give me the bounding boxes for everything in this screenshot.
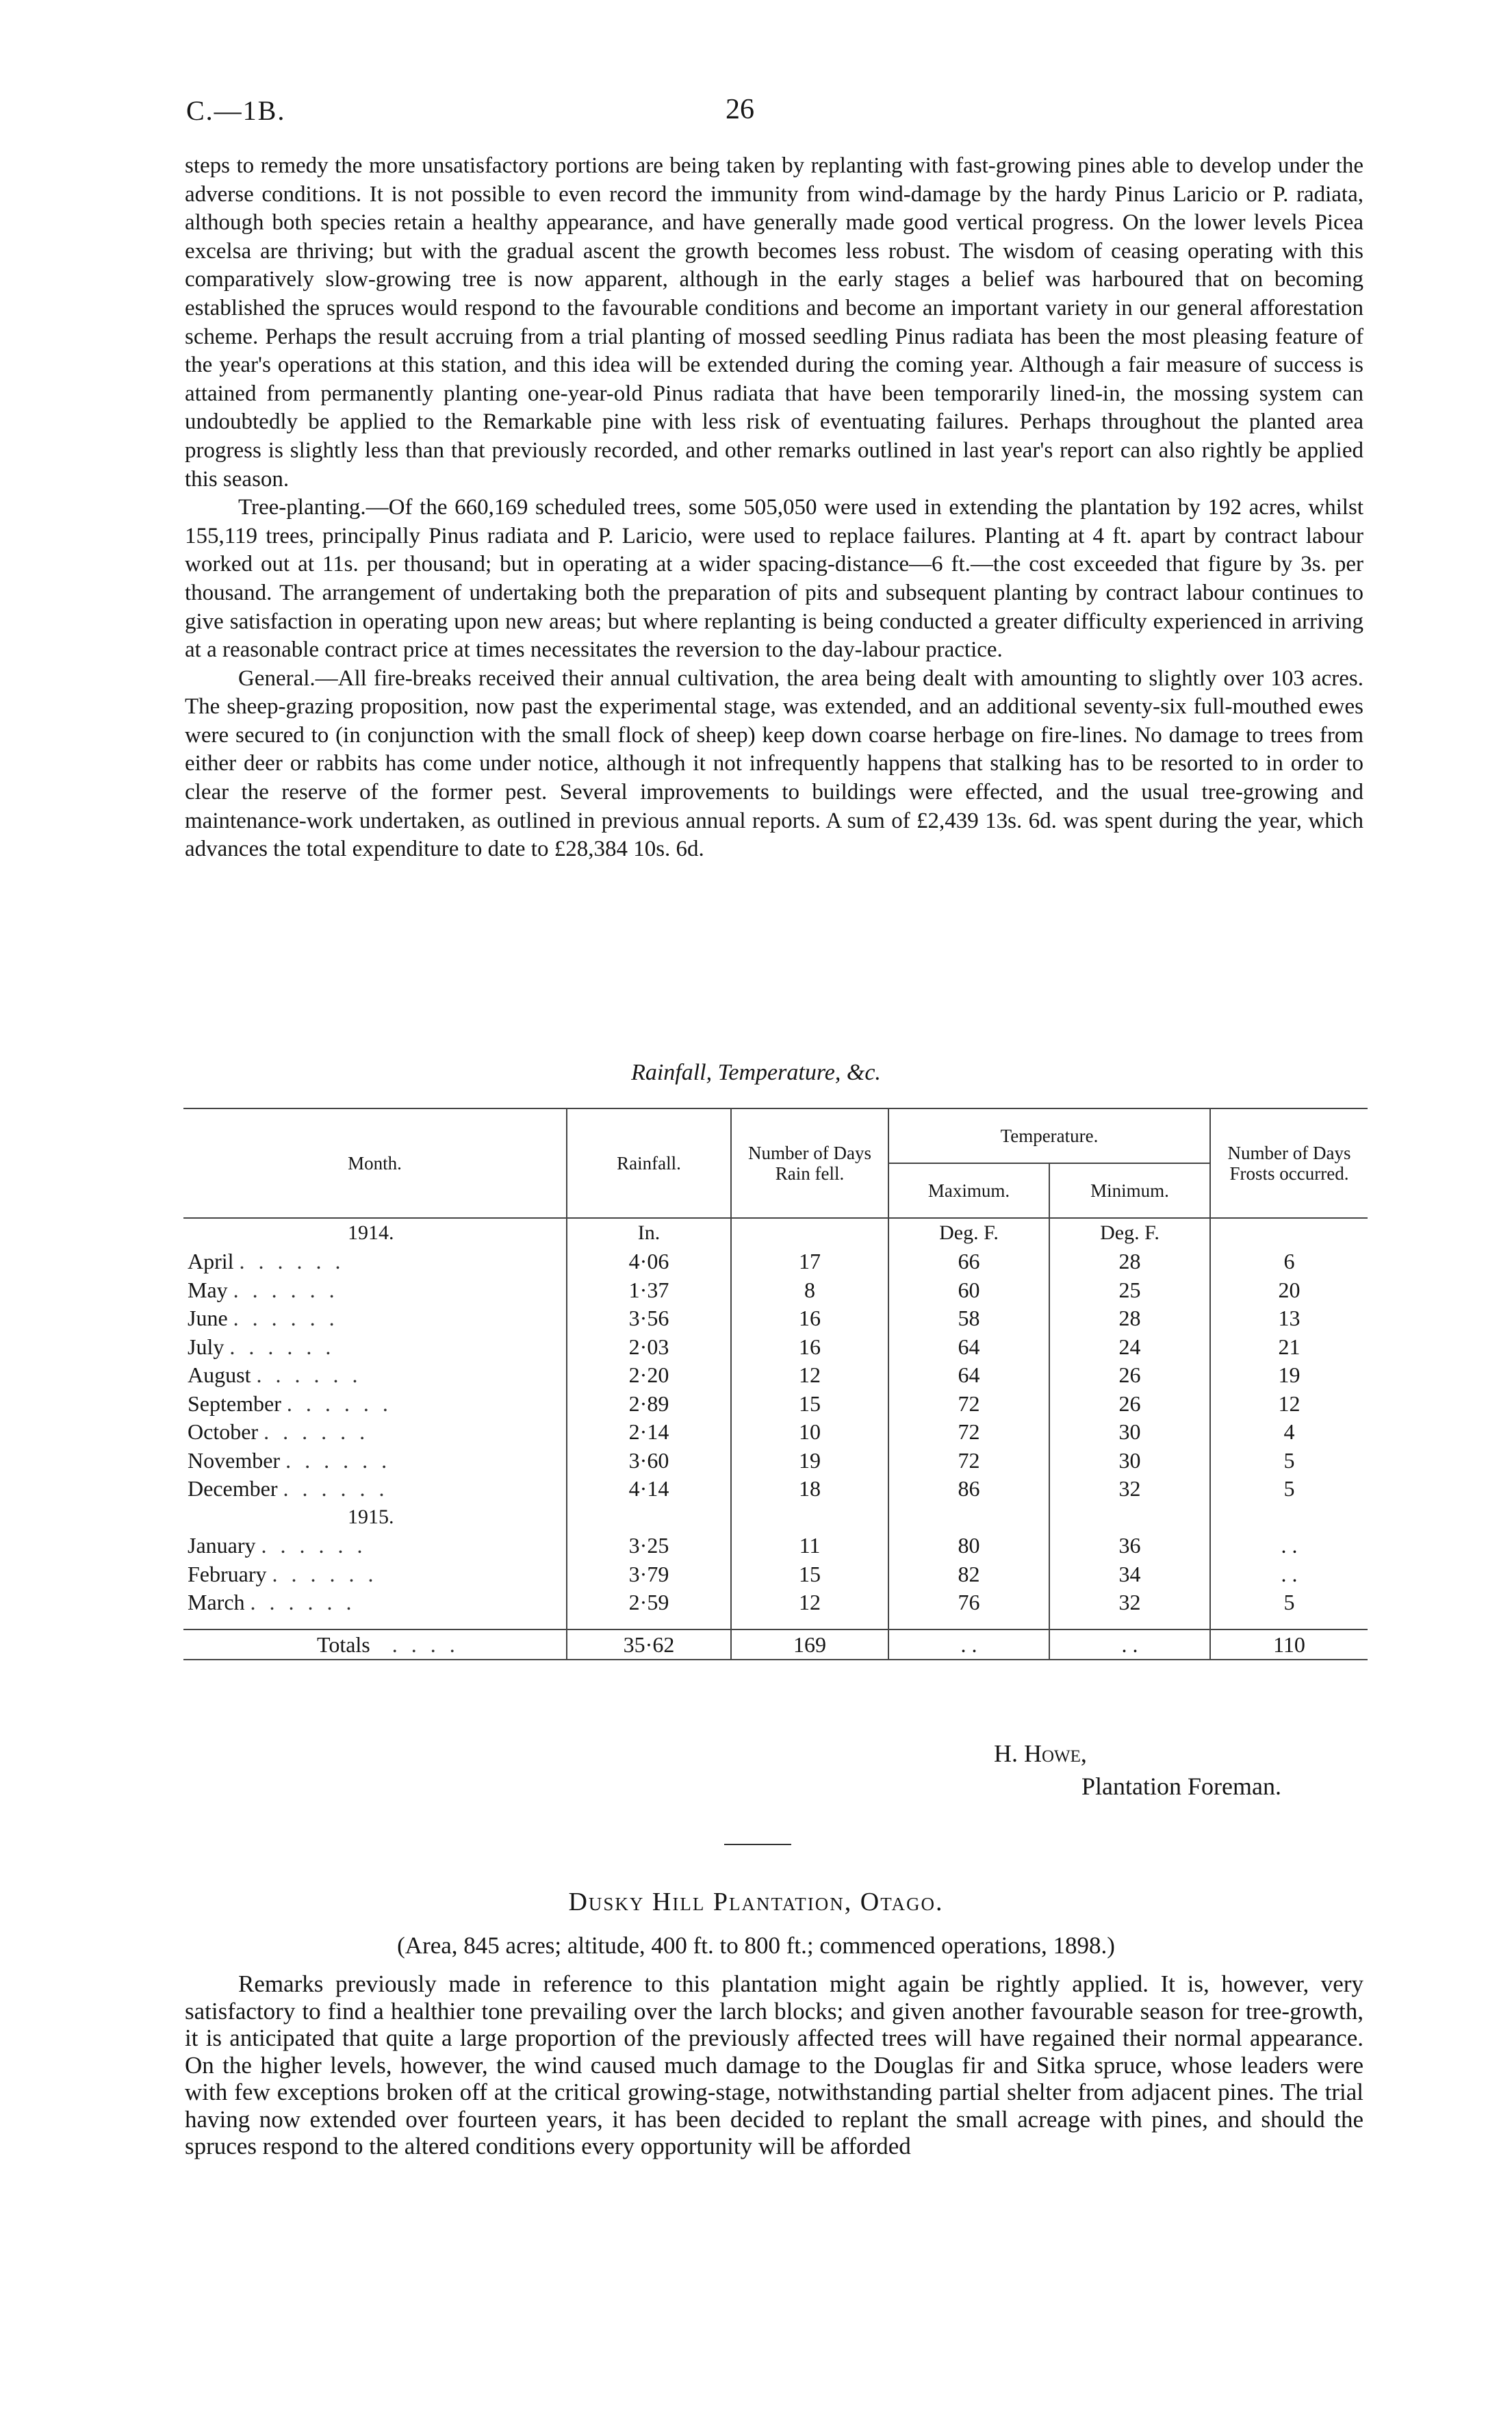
rainfall-cell: 1·37 [567,1276,731,1304]
max-cell: 64 [888,1332,1049,1361]
days-cell: 10 [731,1418,888,1447]
rainfall-cell: 2·14 [567,1418,731,1447]
rainfall-cell: 2·03 [567,1332,731,1361]
min-cell: 24 [1049,1332,1210,1361]
table-row [183,1332,1368,1361]
header-minimum: Minimum. [1049,1163,1210,1218]
min-cell: 25 [1049,1276,1210,1304]
section-subtitle: (Area, 845 acres; altitude, 400 ft. to 800 ft.; commenced operations, 1898.) [397,1932,1115,1959]
min-cell: 34 [1049,1560,1210,1588]
month-cell: September . . . . . . [188,1391,392,1416]
days-cell: 12 [731,1361,888,1390]
month-cell: May . . . . . . [188,1277,339,1302]
max-cell: 58 [888,1304,1049,1333]
min-cell: 32 [1049,1475,1210,1504]
paragraph-tree-planting: Tree-planting.—Of the 660,169 scheduled trees, some 505,050 were used in extending the plantation by 192 acres, whilst 155,119 trees, principally Pinus radiata and P. Laricio, were used to replace failures. Planting at 4 ft. apart by contract labour worked out at 11s. per thousand; but in operating at a wider spacing-distance—6 ft.—the cost exceeded that figure by 3s. per thousand. The arrangement of undertaking both the preparation of pits and subsequent planting by contract labour continues to give satisfaction in operating upon new areas; but where replanting is being conducted a greater difficulty experienced in arriving at a reasonable contract price at times necessitates the reversion to the day-labour practice. [185,495,1363,663]
max-cell: 86 [888,1475,1049,1504]
frosts-cell: 5 [1210,1475,1368,1504]
rainfall-cell: 2·20 [567,1361,731,1390]
paragraph-dusky-hill: Remarks previously made in reference to this plantation might again be rightly applied. It is, however, very satisfactory to find a healthier tone prevailing over the larch blocks; and given another favourable season for tree-growth, it is anticipated that quite a large proportion of the previously affected trees will have regained their normal appearance. On the higher levels, however, the wind caused much damage to the Douglas fir and Sitka spruce, whose leaders were with few exceptions broken off at the critical growing-stage, notwithstanding partial shelter from adjacent pines. The trial having now extended over fourteen years, it has been decided to replant the small acreage with pines, and should the spruces respond to the altered conditions every opportunity will be afforded [185,1970,1363,2159]
month-cell: February . . . . . . [188,1561,378,1586]
paragraph-general: General.—All fire-breaks received their annual cultivation, the area being dealt with amounting to slightly over 103 acres. The sheep-grazing proposition, now past the experimental stage, was extended, and an additional seventy-six full-mouthed ewes were secured to (in conjunction with the small flock of sheep) keep down coarse herbage on fire-lines. No damage to trees from either deer or rabbits has come under notice, although it not infrequently happens that stalking has to be resorted to in order to clear the reserve of the former pest. Several improvements to buildings were effected, and the usual tree-growing and maintenance-work undertaken, as outlined in previous annual reports. A sum of £2,439 13s. 6d. was spent during the year, which advances the total expenditure to date to £28,384 10s. 6d. [185,665,1363,862]
paragraph-continuation: steps to remedy the more unsatisfactory portions are being taken by replanting with fast-growing pines able to develop under the adverse conditions. It is not possible to even record the immunity from wind-damage by the hardy Pinus Laricio or P. radiata, although both species retain a healthy appearance, and have generally made good vertical progress. On the lower levels Picea excelsa are thriving; but with the gradual ascent the growth becomes less robust. The wisdom of ceasing operating with this comparatively slow-growing tree is now apparent, although in the early stages a belief was harboured that on becoming established the spruces would respond to the favourable conditions and become an important variety in our general afforestation scheme. Perhaps the result accruing from a trial planting of mossed seedling Pinus radiata has been the most pleasing feature of the year's operations at this station, and this idea will be extended during the coming year. Although a fair measure of success is attained from permanently planting one-year-old Pinus radiata that have been temporarily lined-in, the mossing system can undoubtedly be applied to the Remarkable pine with less risk of eventuating failures. Perhaps throughout the planted area progress is slightly less than that previously recorded, and other remarks outlined in last year's report can also rightly be applied this season. [185,153,1363,492]
min-cell: 28 [1049,1304,1210,1333]
frosts-cell: 13 [1210,1304,1368,1333]
table-row [183,1532,1368,1560]
frosts-cell: 20 [1210,1276,1368,1304]
rainfall-cell: 4·14 [567,1475,731,1504]
rainfall-cell: 3·60 [567,1446,731,1475]
section-divider [724,1844,791,1845]
days-cell: 17 [731,1247,888,1276]
max-cell: 80 [888,1532,1049,1560]
days-cell: 8 [731,1276,888,1304]
min-cell: 32 [1049,1588,1210,1630]
month-cell: June . . . . . . [188,1306,339,1331]
max-cell: 72 [888,1389,1049,1418]
frosts-cell: 21 [1210,1332,1368,1361]
totals-min: . . [1049,1629,1210,1660]
section-body [185,1970,1363,2160]
totals-days: 169 [731,1629,888,1660]
header-rainfall: Rainfall. [567,1108,731,1218]
header-maximum: Maximum. [888,1163,1049,1218]
signature-name: H. Howe, [994,1740,1087,1767]
section-title: Dusky Hill Plantation, Otago. [568,1888,944,1916]
unit-row [183,1218,1368,1247]
totals-rainfall: 35·62 [567,1629,731,1660]
month-cell: April . . . . . . [188,1249,345,1274]
totals-row [183,1629,1368,1660]
frosts-cell: 5 [1210,1588,1368,1630]
frosts-cell: 19 [1210,1361,1368,1390]
days-cell: 15 [731,1389,888,1418]
header-month: Month. [183,1108,567,1218]
days-cell: 16 [731,1332,888,1361]
month-cell: August . . . . . . [188,1362,362,1388]
signature-title: Plantation Foreman. [1081,1773,1281,1800]
max-cell: 66 [888,1247,1049,1276]
frosts-cell: . . [1210,1560,1368,1588]
header-frosts: Number of Days Frosts occurred. [1210,1108,1368,1218]
page-number: 26 [726,94,754,125]
table-row [183,1361,1368,1390]
frosts-cell: 5 [1210,1446,1368,1475]
max-cell: 82 [888,1560,1049,1588]
rainfall-cell: 3·79 [567,1560,731,1588]
days-cell: 11 [731,1532,888,1560]
max-cell: 72 [888,1446,1049,1475]
table-row [183,1446,1368,1475]
table-row [183,1560,1368,1588]
max-cell: 60 [888,1276,1049,1304]
min-cell: 28 [1049,1247,1210,1276]
totals-label: Totals . . . . [183,1629,567,1660]
max-cell: 76 [888,1588,1049,1630]
rainfall-cell: 2·59 [567,1588,731,1630]
totals-max: . . [888,1629,1049,1660]
frosts-cell: 12 [1210,1389,1368,1418]
month-cell: January . . . . . . [188,1533,367,1558]
min-cell: 26 [1049,1389,1210,1418]
max-cell: 72 [888,1418,1049,1447]
max-cell: 64 [888,1361,1049,1390]
year-label: 1914. [348,1221,394,1244]
min-cell: 36 [1049,1532,1210,1560]
frosts-cell: . . [1210,1532,1368,1560]
table-row [183,1588,1368,1630]
table-row [183,1418,1368,1447]
month-cell: December . . . . . . [188,1476,389,1501]
min-cell: 26 [1049,1361,1210,1390]
days-cell: 18 [731,1475,888,1504]
days-cell: 15 [731,1560,888,1588]
days-cell: 16 [731,1304,888,1333]
table-title: Rainfall, Temperature, &c. [631,1060,881,1085]
month-cell: November . . . . . . [188,1447,392,1473]
days-cell: 19 [731,1446,888,1475]
table-row [183,1247,1368,1276]
table-row [183,1475,1368,1504]
min-cell: 30 [1049,1418,1210,1447]
unit-rainfall: In. [567,1218,731,1247]
weather-table [183,1108,1368,1660]
table-row [183,1276,1368,1304]
month-cell: July . . . . . . [188,1334,335,1359]
month-cell: March . . . . . . [188,1590,356,1615]
totals-frosts: 110 [1210,1629,1368,1660]
frosts-cell: 4 [1210,1418,1368,1447]
unit-max: Deg. F. [888,1218,1049,1247]
header-days-rain: Number of Days Rain fell. [731,1108,888,1218]
year-label: 1915. [348,1505,394,1528]
month-cell: October . . . . . . [188,1419,370,1445]
rainfall-cell: 4·06 [567,1247,731,1276]
document-code: C.—1B. [186,95,286,126]
rainfall-cell: 3·25 [567,1532,731,1560]
days-cell: 12 [731,1588,888,1630]
min-cell: 30 [1049,1446,1210,1475]
table-row [183,1304,1368,1333]
table-row [183,1389,1368,1418]
rainfall-cell: 2·89 [567,1389,731,1418]
header-temperature: Temperature. [888,1108,1210,1163]
frosts-cell: 6 [1210,1247,1368,1276]
rainfall-cell: 3·56 [567,1304,731,1333]
unit-min: Deg. F. [1049,1218,1210,1247]
year-row [183,1503,1368,1532]
body-text [185,152,1363,864]
